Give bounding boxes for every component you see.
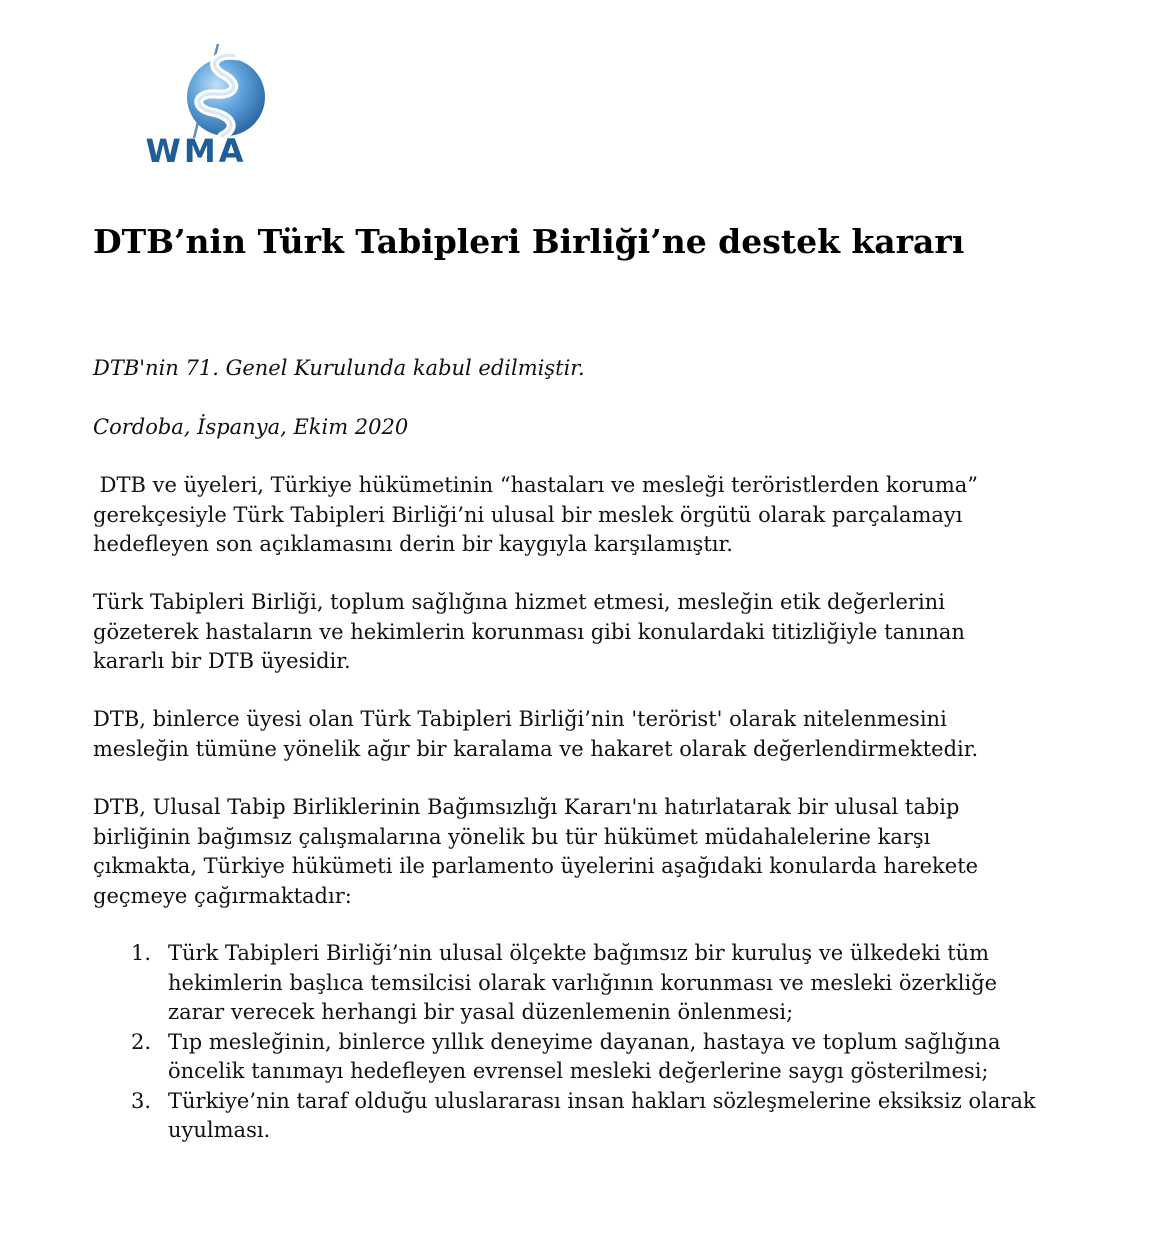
paragraph-4 [93,793,1053,911]
list-line: Türkiye’nin taraf olduğu uluslararası insan hakları sözleşmelerine eksiksiz olarak [168,1088,1036,1113]
paragraph-3 [93,705,1053,764]
demands-list [93,939,1083,1146]
list-item [93,939,1083,1028]
wma-logo [126,40,271,168]
list-item [93,1028,1083,1087]
list-number: 2. [131,1029,152,1054]
list-line: hekimlerin başlıca temsilcisi olarak varlığının korunması ve mesleki özerkliğe [168,970,998,995]
adopted-note: DTB'nin 71. Genel Kurulunda kabul edilmiştir. [93,356,585,380]
paragraph-line: hedefleyen son açıklamasını derin bir kaygıyla karşılamıştır. [93,532,733,556]
paragraph-line: Türk Tabipleri Birliği, toplum sağlığına hizmet etmesi, mesleğin etik değerlerini [93,590,945,614]
paragraph-1 [93,471,1053,560]
list-line: Türk Tabipleri Birliği’nin ulusal ölçekte bağımsız bir kuruluş ve ülkedeki tüm [168,941,990,965]
list-line: Tıp mesleğinin, binlerce yıllık deneyime dayanan, hastaya ve toplum sağlığına [168,1029,1001,1054]
paragraph-line: DTB ve üyeleri, Türkiye hükümetinin “hastaları ve mesleği teröristlerden koruma” [93,473,978,497]
paragraph-line: kararlı bir DTB üyesidir. [93,649,351,673]
paragraph-line: gerekçesiyle Türk Tabipleri Birliği’ni ulusal bir meslek örgütü olarak parçalamayı [93,502,963,527]
paragraph-line: birliğinin bağımsız çalışmalarına yönelik bu tür hükümet müdahalelerine karşı [93,824,931,849]
paragraph-line: gözeterek hastaların ve hekimlerin korunması gibi konulardaki titizliğiyle tanınan [93,619,965,644]
list-number: 1. [131,941,152,965]
list-line: öncelik tanımayı hedefleyen evrensel mesleki değerlerine saygı gösterilmesi; [168,1059,989,1083]
paragraph-line: mesleğin tümüne yönelik ağır bir karalama ve hakaret olarak değerlendirmektedir. [93,736,979,761]
paragraph-2 [93,588,1053,677]
paragraph-line: DTB, binlerce üyesi olan Türk Tabipleri Birliği’nin 'terörist' olarak nitelenmesini [93,707,947,731]
list-line: zarar verecek herhangi bir yasal düzenlemenin önlenmesi; [168,1000,794,1024]
paragraph-line: geçmeye çağırmaktadır: [93,883,352,908]
paragraph-line: çıkmakta, Türkiye hükümeti ile parlamento üyelerini aşağıdaki konularda harekete [93,854,979,878]
list-line: uyulması. [168,1118,271,1142]
page-title: DTB’nin Türk Tabipleri Birliği’ne destek kararı [93,222,965,261]
wma-logo-icon [126,40,271,168]
wma-logo-text: WMA [145,132,247,168]
list-item [93,1087,1083,1146]
paragraph-line: DTB, Ulusal Tabip Birliklerinin Bağımsızlığı Kararı'nı hatırlatarak bir ulusal tabip [93,795,960,819]
list-number: 3. [131,1088,152,1113]
place-date: Cordoba, İspanya, Ekim 2020 [93,415,409,439]
